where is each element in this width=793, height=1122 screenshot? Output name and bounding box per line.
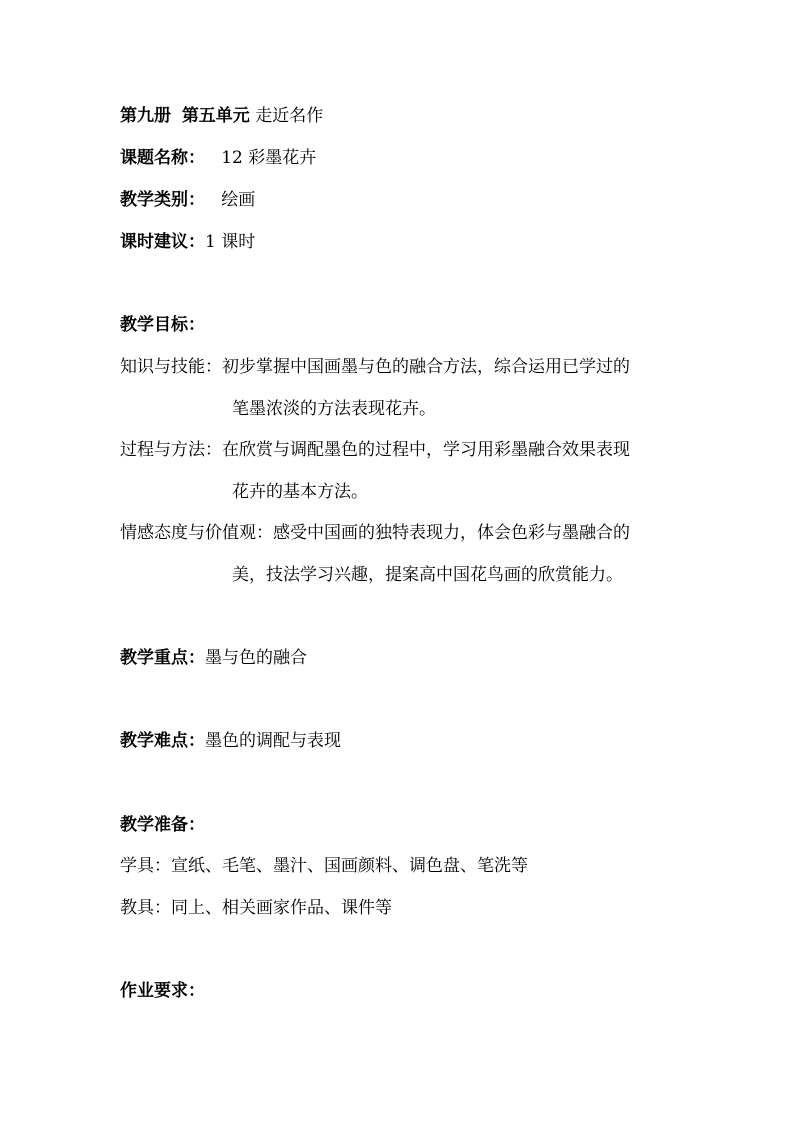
- difficulty-row: [120, 730, 341, 752]
- lesson-name-label: 课题名称：: [120, 148, 205, 168]
- key-point-value: 墨与色的融合: [205, 648, 307, 668]
- unit-heading: [120, 105, 323, 127]
- homework-heading: 作业要求：: [120, 981, 205, 1001]
- book-label: 第九册: [120, 106, 171, 126]
- hours-value: 1 课时: [205, 232, 256, 252]
- difficulty-value: 墨色的调配与表现: [205, 731, 341, 751]
- unit-label: 第五单元: [181, 106, 250, 126]
- lesson-name-row: [120, 147, 316, 169]
- student-tools: 学具：宣纸、毛笔、墨汁、国画颜料、调色盘、笔洗等: [120, 856, 528, 876]
- process-line-1: 过程与方法：在欣赏与调配墨色的过程中，学习用彩墨融合效果表现: [120, 440, 630, 460]
- process-line-2: 花卉的基本方法。: [232, 482, 368, 502]
- lesson-name-value: 12 彩墨花卉: [221, 148, 317, 168]
- hours-label: 课时建议：: [120, 232, 205, 252]
- emotion-line-2: 美，技法学习兴趣，提案高中国花鸟画的欣赏能力。: [232, 565, 623, 585]
- category-value: 绘画: [221, 190, 256, 210]
- emotion-line-1: 情感态度与价值观：感受中国画的独特表现力，体会色彩与墨融合的: [120, 523, 630, 543]
- knowledge-line-1: 知识与技能：初步掌握中国画墨与色的融合方法，综合运用已学过的: [120, 357, 630, 377]
- knowledge-line-2: 笔墨浓淡的方法表现花卉。: [232, 399, 436, 419]
- key-point-label: 教学重点：: [120, 648, 205, 668]
- unit-title: 走近名作: [255, 106, 324, 126]
- hours-row: [120, 231, 255, 253]
- difficulty-label: 教学难点：: [120, 731, 205, 751]
- objectives-heading: 教学目标：: [120, 315, 205, 335]
- key-point-row: [120, 647, 307, 669]
- teacher-tools: 教具：同上、相关画家作品、课件等: [120, 898, 392, 918]
- category-row: [120, 189, 255, 211]
- category-label: 教学类别：: [120, 190, 205, 210]
- preparation-heading: 教学准备：: [120, 815, 205, 835]
